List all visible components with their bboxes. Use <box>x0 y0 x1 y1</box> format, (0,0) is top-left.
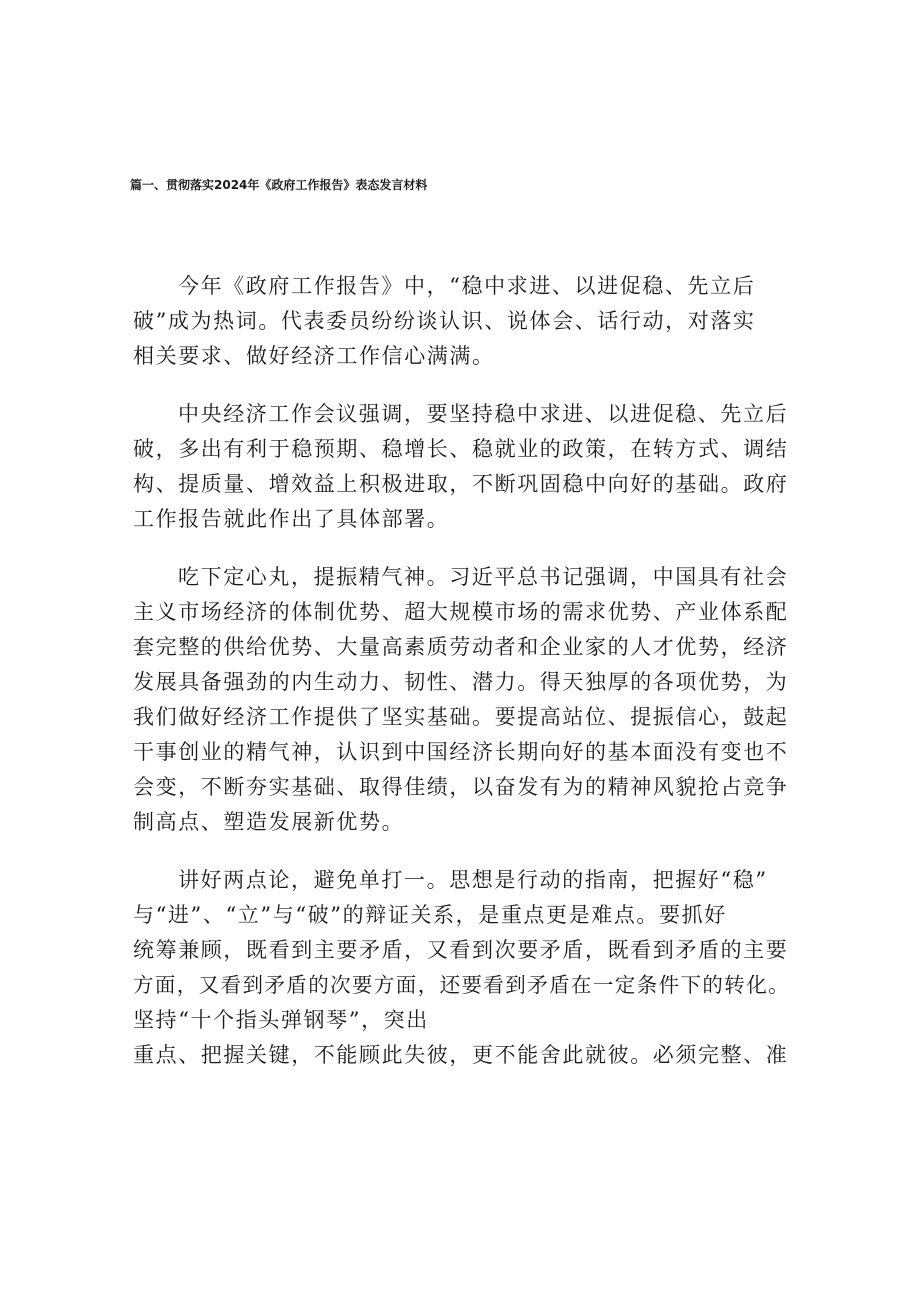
paragraph-3-line-5: 我们做好经济工作提供了坚实基础。要提高站位、提振信心，鼓起 <box>133 705 789 729</box>
paragraph-1-line-3: 相关要求、做好经济工作信心满满。 <box>133 344 495 368</box>
paragraph-4-line-1: 讲好两点论，避免单打一。思想是行动的指南，把握好“稳” <box>178 868 768 892</box>
paragraph-2-line-2: 破，多出有利于稳预期、稳增长、稳就业的政策，在转方式、调结 <box>133 437 789 461</box>
paragraph-3-line-2: 主义市场经济的体制优势、超大规模市场的需求优势、产业体系配 <box>133 600 789 624</box>
paragraph-3-line-4: 发展具备强劲的内生动力、韧性、潜力。得天独厚的各项优势，为 <box>133 670 789 694</box>
paragraph-1-line-1: 今年《政府工作报告》中，“稳中求进、以进促稳、先立后 <box>178 274 756 298</box>
paragraph-3-line-7: 会变，不断夯实基础、取得佳绩，以奋发有为的精神风貌抢占竞争 <box>133 775 789 799</box>
paragraph-4-line-6: 重点、把握关键，不能顾此失彼，更不能舍此就彼。必须完整、准 <box>133 1043 789 1067</box>
paragraph-2-line-1: 中央经济工作会议强调，要坚持稳中求进、以进促稳、先立后 <box>178 402 789 426</box>
paragraph-2-line-4: 工作报告就此作出了具体部署。 <box>133 507 450 531</box>
paragraph-3-line-6: 干事创业的精气神，认识到中国经济长期向好的基本面没有变也不 <box>133 740 789 764</box>
paragraph-4-line-2: 与“进”、“立”与“破”的辩证关系，是重点更是难点。要抓好 <box>133 903 727 927</box>
paragraph-4-line-5: 坚持“十个指头弹钢琴”，突出 <box>133 1008 429 1032</box>
paragraph-3-line-1: 吃下定心丸，提振精气神。习近平总书记强调，中国具有社会 <box>178 565 789 589</box>
paragraph-2-line-3: 构、提质量、增效益上积极进取，不断巩固稳中向好的基础。政府 <box>133 472 789 496</box>
paragraph-4-line-3: 统筹兼顾，既看到主要矛盾，又看到次要矛盾，既看到矛盾的主要 <box>133 938 789 962</box>
paragraph-3-line-8: 制高点、塑造发展新优势。 <box>133 810 405 834</box>
paragraph-1-line-2: 破”成为热词。代表委员纷纷谈认识、说体会、话行动，对落实 <box>133 309 756 333</box>
document-title: 篇一、贯彻落实2024年《政府工作报告》表态发言材料 <box>130 178 428 192</box>
paragraph-3-line-3: 套完整的供给优势、大量高素质劳动者和企业家的人才优势，经济 <box>133 635 789 659</box>
paragraph-4-line-4: 方面，又看到矛盾的次要方面，还要看到矛盾在一定条件下的转化。 <box>133 973 790 997</box>
